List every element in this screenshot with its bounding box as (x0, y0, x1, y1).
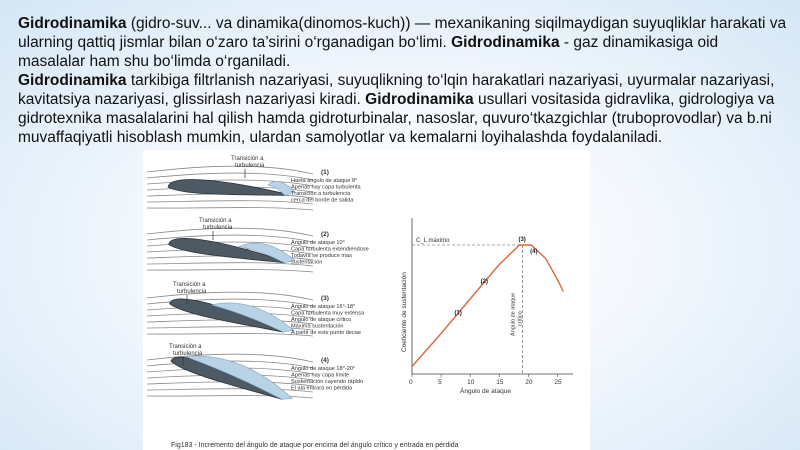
streamline (147, 263, 313, 266)
panel-description: A partir de este punto decae (291, 330, 361, 336)
paragraph-text: (gidro-suv... va dinamika(dinomos-kuch)) — mexanikaning siqilmaydigan suyuqliklar harakati va ularning qattiq jismlar bilan o‘zaro ta’sirini o‘rganadigan bo‘limi. (18, 15, 787, 51)
panel-description: Sustentación cayendo rápido (291, 379, 364, 385)
panel-description: Ángulo de ataque crítico (291, 317, 352, 323)
term-highlight: Gidrodinamika (18, 15, 127, 32)
panel-description: Ángulo de ataque 18°-20° (291, 366, 356, 372)
paragraph-2 (18, 71, 788, 147)
panel-description: Apenas hay capa turbulenta (291, 184, 361, 191)
term-highlight: Gidrodinamika (365, 91, 474, 108)
panel-number: (4) (321, 357, 329, 364)
paragraph-text: - gaz dinamikasiga oid masalalar ham shu bo‘limda o‘rganiladi. (18, 34, 719, 70)
critical-label: crítico (517, 311, 524, 326)
transition-label: Transición a (199, 218, 232, 224)
curve-marker: (3) (518, 237, 526, 243)
panel-description: Capa turbulenta muy extensa (291, 310, 365, 317)
airfoil (168, 174, 296, 200)
y-axis-label: Coeficiente de sustentación (401, 272, 408, 352)
x-tick-label: 25 (554, 379, 562, 386)
x-tick-label: 0 (409, 379, 413, 386)
transition-label: Transición a (169, 344, 202, 350)
panel-description: Ángulo de ataque 10° (291, 240, 345, 246)
airfoil-panel (147, 343, 313, 406)
panel-description: Máxima sustentación (291, 323, 344, 330)
x-tick-label: 15 (496, 379, 504, 386)
paragraph-text: tarkibiga filtrlanish nazariyasi, suyuqlikning to‘lqin harakatlari nazariyasi, uyurmalar nazariyasi, kavitatsiya nazariyasi, glissirlash nazariyasi kiradi. (18, 72, 775, 108)
panel-description: Todavía se produce mas (291, 253, 352, 259)
x-tick-label: 10 (467, 379, 475, 386)
transition-label: turbulencia (235, 163, 265, 169)
cl-max-label: C_L máximo (416, 238, 450, 244)
x-tick-label: 5 (438, 379, 442, 386)
curve-marker: (2) (480, 279, 489, 285)
airfoil-panel (147, 166, 313, 210)
panel-description: sustentación (291, 259, 323, 266)
transition-label: turbulencia (177, 289, 207, 295)
x-tick-label: 20 (525, 379, 533, 386)
curve-marker: (4) (530, 249, 538, 255)
streamline (147, 334, 313, 336)
streamline (147, 270, 313, 272)
panel-number: (1) (321, 169, 329, 176)
panel-number: (2) (321, 231, 329, 238)
curve-marker: (1) (454, 310, 462, 317)
streamline (147, 389, 313, 392)
airfoil-figure (143, 150, 590, 450)
panel-description: El ala entrará en pérdida (291, 385, 353, 392)
transition-label: Transición a (173, 282, 206, 288)
lift-curve (412, 245, 563, 367)
term-highlight: Gidrodinamika (451, 34, 560, 51)
transition-label: turbulencia (203, 225, 233, 231)
panel-description: Ángulo de ataque 16°-18° (291, 304, 356, 310)
panel-description: Capa turbulenta extendiéndose (291, 246, 369, 253)
streamline (147, 208, 313, 210)
panel-description: cerca del borde de salida (291, 197, 354, 204)
airfoil-panel (147, 287, 313, 338)
panel-description: Transición a turbulencia (291, 191, 351, 197)
critical-label: Ángulo de ataque (510, 292, 517, 336)
panel-number: (3) (321, 295, 329, 302)
figure-caption: Fig183 - Incremento del ángulo de ataque por encima del ángulo crítico y entrada en pérdida (171, 442, 459, 449)
term-highlight: Gidrodinamika (18, 72, 127, 89)
transition-label: Transición a (231, 156, 264, 162)
streamline (147, 173, 313, 180)
transition-label: turbulencia (173, 351, 203, 357)
article-text (18, 14, 788, 147)
panel-description: Apenas hay capa límite (291, 372, 350, 379)
airfoil-body (170, 352, 285, 403)
x-axis-label: Ángulo de ataque (460, 388, 511, 395)
figure-canvas (143, 150, 590, 450)
paragraph-1 (18, 14, 788, 71)
airfoil-panel (147, 228, 313, 272)
paragraph-text: usullari vositasida gidravlika, gidrologiya va gidrotexnika masalalarini hal qilish hamda gidroturbinalar, nasoslar, quvuro‘tkazgichlar (truboprovodlar) va b.ni muvaffaqiyatli hisoblash mumkin, ulardan samolyotlar va kemalarni loyihalashda foydalaniladi. (18, 91, 775, 146)
panel-description: Hasta ángulo de ataque 8° (291, 178, 358, 184)
streamline (147, 201, 313, 204)
